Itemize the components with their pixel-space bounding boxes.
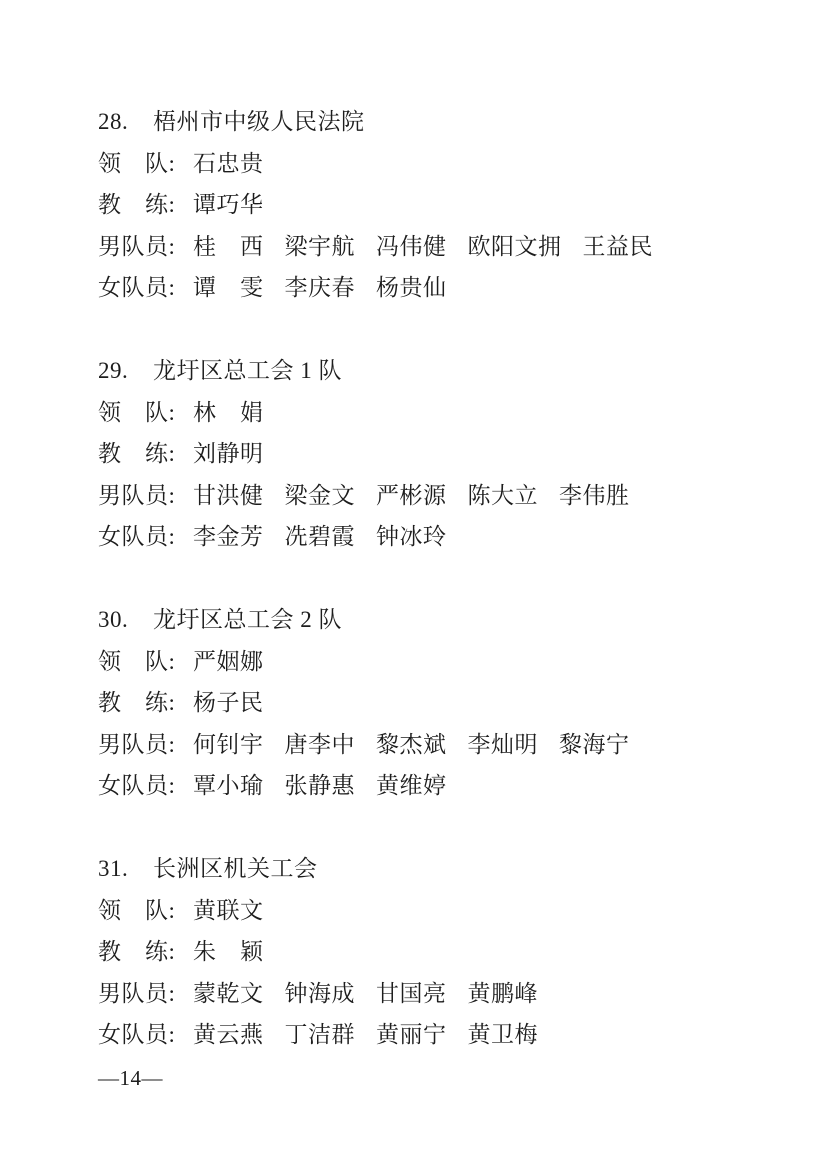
male-members-row bbox=[98, 475, 653, 517]
team-number: 28. bbox=[98, 109, 129, 134]
member-name: 梁金文 bbox=[284, 482, 355, 508]
female-members-row bbox=[98, 516, 653, 558]
member-name: 甘国亮 bbox=[376, 980, 447, 1006]
member-name: 何钊宇 bbox=[193, 731, 264, 757]
coach-name: 朱 颖 bbox=[193, 939, 264, 964]
team-heading bbox=[98, 848, 653, 890]
member-name: 唐李中 bbox=[284, 731, 355, 757]
member-name: 蒙乾文 bbox=[193, 980, 264, 1006]
member-name: 黄卫梅 bbox=[467, 1022, 538, 1047]
coach-name: 刘静明 bbox=[193, 441, 264, 466]
coach-row bbox=[98, 184, 653, 226]
leader-label: 领 队: bbox=[98, 648, 176, 674]
member-name: 冯伟健 bbox=[376, 233, 447, 259]
coach-row bbox=[98, 931, 653, 973]
member-name: 钟海成 bbox=[284, 980, 355, 1006]
team-section-29 bbox=[98, 350, 653, 558]
member-name: 桂 西 bbox=[193, 233, 264, 259]
male-members-label: 男队员: bbox=[98, 233, 176, 259]
team-section-31 bbox=[98, 848, 653, 1056]
coach-name: 谭巧华 bbox=[193, 192, 264, 217]
member-name: 黄鹏峰 bbox=[467, 980, 538, 1006]
female-members-row bbox=[98, 765, 653, 807]
leader-label: 领 队: bbox=[98, 399, 176, 425]
member-name: 黄丽宁 bbox=[376, 1022, 447, 1047]
team-number: 29. bbox=[98, 358, 129, 383]
member-name: 杨贵仙 bbox=[376, 275, 447, 300]
team-name: 长洲区机关工会 bbox=[153, 856, 318, 881]
team-heading bbox=[98, 599, 653, 641]
coach-name: 杨子民 bbox=[193, 690, 264, 715]
coach-row bbox=[98, 682, 653, 724]
male-members-label: 男队员: bbox=[98, 482, 176, 508]
member-name: 黄维婷 bbox=[376, 773, 447, 798]
team-section-30 bbox=[98, 599, 653, 807]
leader-row bbox=[98, 143, 653, 185]
member-name: 王益民 bbox=[582, 233, 653, 259]
document-content bbox=[98, 101, 653, 1092]
coach-label: 教 练: bbox=[98, 939, 176, 964]
leader-name: 严姻娜 bbox=[193, 648, 264, 674]
leader-name: 林 娟 bbox=[193, 399, 264, 425]
member-name: 陈大立 bbox=[467, 482, 538, 508]
female-members-label: 女队员: bbox=[98, 1022, 176, 1047]
member-name: 覃小瑜 bbox=[193, 773, 264, 798]
male-members-label: 男队员: bbox=[98, 731, 176, 757]
leader-name: 黄联文 bbox=[193, 897, 264, 923]
leader-label: 领 队: bbox=[98, 150, 176, 176]
member-name: 黎海宁 bbox=[559, 731, 630, 757]
coach-label: 教 练: bbox=[98, 441, 176, 466]
page-number: —14— bbox=[98, 1065, 163, 1090]
male-members-row bbox=[98, 724, 653, 766]
male-members-label: 男队员: bbox=[98, 980, 176, 1006]
team-section-28 bbox=[98, 101, 653, 309]
member-name: 李灿明 bbox=[467, 731, 538, 757]
coach-label: 教 练: bbox=[98, 192, 176, 217]
member-name: 钟冰玲 bbox=[376, 524, 447, 549]
leader-name: 石忠贵 bbox=[193, 150, 264, 176]
member-name: 谭 雯 bbox=[193, 275, 264, 300]
member-name: 李金芳 bbox=[193, 524, 264, 549]
team-number: 31. bbox=[98, 856, 129, 881]
female-members-label: 女队员: bbox=[98, 524, 176, 549]
member-name: 欧阳文拥 bbox=[467, 233, 562, 259]
female-members-label: 女队员: bbox=[98, 275, 176, 300]
member-name: 丁洁群 bbox=[284, 1022, 355, 1047]
member-name: 黄云燕 bbox=[193, 1022, 264, 1047]
female-members-row bbox=[98, 267, 653, 309]
coach-label: 教 练: bbox=[98, 690, 176, 715]
leader-label: 领 队: bbox=[98, 897, 176, 923]
team-number: 30. bbox=[98, 607, 129, 632]
female-members-label: 女队员: bbox=[98, 773, 176, 798]
team-heading bbox=[98, 350, 653, 392]
member-name: 黎杰斌 bbox=[376, 731, 447, 757]
coach-row bbox=[98, 433, 653, 475]
male-members-row bbox=[98, 226, 653, 268]
team-name: 龙圩区总工会 1 队 bbox=[153, 358, 342, 383]
male-members-row bbox=[98, 973, 653, 1015]
member-name: 李庆春 bbox=[284, 275, 355, 300]
leader-row bbox=[98, 641, 653, 683]
member-name: 冼碧霞 bbox=[284, 524, 355, 549]
team-heading bbox=[98, 101, 653, 143]
member-name: 张静惠 bbox=[284, 773, 355, 798]
leader-row bbox=[98, 890, 653, 932]
member-name: 李伟胜 bbox=[559, 482, 630, 508]
member-name: 严彬源 bbox=[376, 482, 447, 508]
team-name: 龙圩区总工会 2 队 bbox=[153, 607, 342, 632]
member-name: 甘洪健 bbox=[193, 482, 264, 508]
female-members-row bbox=[98, 1014, 653, 1056]
member-name: 梁宇航 bbox=[284, 233, 355, 259]
team-name: 梧州市中级人民法院 bbox=[153, 109, 365, 134]
leader-row bbox=[98, 392, 653, 434]
